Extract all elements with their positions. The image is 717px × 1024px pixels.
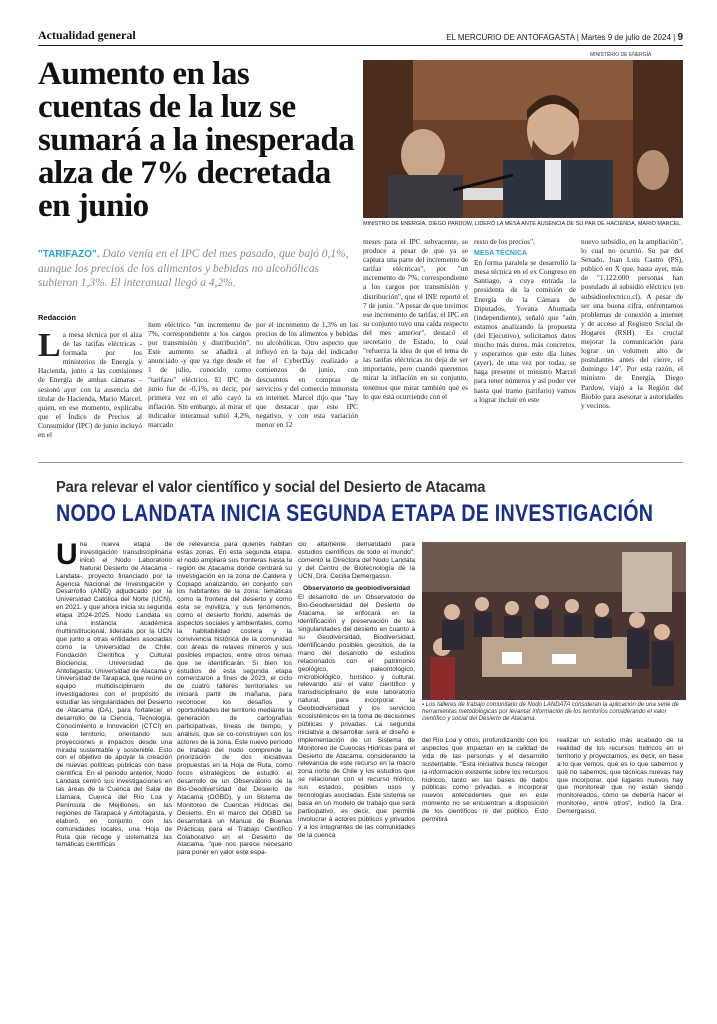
page-number: 9 (677, 32, 683, 43)
workshop-photo (422, 542, 686, 700)
article1-col5-intro: resto de los precios". (474, 237, 535, 246)
photo-caption: MINISTRO DE ENERGÍA, DIEGO PARDOW, LIDERÓ LA MESA ANTE AUSENCIA DE SU PAR DE HACIENDA, MARIO MARCEL. (363, 221, 682, 227)
byline: Redacción (38, 313, 76, 322)
article1-column-1 (38, 330, 142, 442)
article2-col3-intro: cio altamente demandado para estudios científicos de todo el mundo", comentó la Directora del Nodo Landata y del Centro de Biotecnología de la UCN, Dra. Cecilia Demergasso. (298, 541, 415, 580)
article2-column-4: del Río Loa y otros, profundizando con los aspectos que impactan en la calidad de vida de las personas y el desarrollo sustentable. "Esta iniciativa busca recoger la información existente sobre los recursos hídricos, tanto en las bases de datos públicas como privadas, e incorporar nuevos antecedentes que en este momento no se encuentran a disposición de los científicos ni del público. Esto permitirá (422, 737, 548, 824)
subhead-observatorio: Observatorio de geobiodiversidad (303, 584, 410, 592)
article2-column-1 (56, 541, 172, 1011)
dropcap-2: U (56, 541, 78, 571)
article2-col1-text: na nueva etapa de investigación transdisciplinaria inició el Nodo Laboratorio Natural Desierto de Atacama -Landata-, proyecto financiado por la Agencia Nacional de Investigación y Desarrollo (ANID) adjudicado por la Universidad Católica del Norte (UCN), en 2021, y que ahora inicia su segunda etapa 2024-2025. Nodo Landata es una instancia académica multiinstitucional, liderada por la UCN que junto a otras entidades asociadas como la Universidad de Chile; Fundación Científica y Cultural Biociencia; Universidad de Antofagasta; Universidad de Atacama y Universidad de Tarapacá, que reúne un equipo multidisciplinario de investigadores con el propósito de estudiar las singularidades del Desierto de Atacama (DA), para fortalecer el desarrollo de la Ciencia, Tecnología, Conocimiento e Innovación (CTCI) en este territorio, orientando sus proyecciones e impactos desde una mirada sustentable y sostenible. Esto con el objetivo de apoyar la creación de nuevas políticas públicas con base científica. En el periodo anterior, Nodo Landata centró sus investigaciones en las áreas de la Cuenca del Salar de Llamara, Cuenca del Río Loa y Península de Mejillones, en las regiones de Tarapacá y Antofagasta, y elaboró, en conjunto con las comunidades locales, una Hoja de Ruta que recoge y sistematiza las temáticas científicas (56, 541, 172, 849)
headline: Aumento en las cuentas de la luz se sumará a la inesperada alza de 7% decretada en junio (38, 56, 355, 224)
minister-photo (363, 60, 683, 218)
article1-column-3: por el incremento de 1,3% en los precios de los alimentos y bebidas no alcohólicas. Otro aspecto que influyó en la baja del indicador fue el CyberDay realizado a comienzos de junio, con descuentos en compras de servicios y del comercio minorista en internet. Marcel dijo que "hay que destacar que este IPC negativo, y con esta variación menor en 12 (256, 320, 358, 430)
article1-column-2: ítem eléctrico "un incremento de 7%, correspondiente a los cargos por transmisión y distribución". Este aumento se añadirá al anunciado -y que ya rige desde el 1 de julio, conocido como "tarifazo" eléctrico. El IPC de junio fue de -0,1%, es decir, por primera vez en el año cayó la inflación. Sin embargo, al mirar el indicador interanual subió 4,2%, marcado (148, 320, 251, 430)
article1-col1-text: a mesa técnica por el alza de las tarifas eléctricas -formada por los ministerios de Energía y Hacienda, junto a las comisiones de Energía de ambas cámaras -sesionó ayer con la ausencia del titular de Hacienda, Mario Marcel, quien, en ese momento, explicaba que el Índice de Precios al Consumidor (IPC) de junio incluyó en el (38, 330, 142, 440)
photo-caption-2-text: Los talleres de trabajo comunitario de Nodo LANDATA consideran la aplicación de una serie de herramientas metodológicas por levantar información de los territorios considerando el valor científico y social del Desierto de Atacama. (422, 702, 679, 722)
article2-column-2: de relevancia para quienes habitan estas zonas. En esta segunda etapa, el nodo ampliará sus fronteras hasta la región de Atacama donde centrará su investigación en la zona de Caldera y Copiapó analizando, en conjunto con los habitantes de la zona, temáticas como la frontera del desierto y como esta se moviliza, y sus fenómenos, como el desierto florido, además de aspectos sociales y ambientales, como la habitabilidad costera y la convivencia histórica de la comunidad con áreas de relaves mineros y sus posibles impactos, entre otros temas que se identificarán. Si bien los estudios de esta segunda etapa comenzaron a fines de 2023, el ciclo de cuatro talleres territoriales se iniciará partir de mañana, para reconocer los desafíos y oportunidades del territorio mediante la generación de cartografías participativas, líneas de tiempo, y análisis, que se co-construyen con los actores de la zona. Este nuevo período de trabajo del nodo comprende la priorización de dos iniciativas propuestas en la Hoja de Ruta, como focos estratégicos de estudio: el desarrollo de un Observatorio de la Bio-Geodiversidad del Desierto de Atacama (OGBD), y un Sistema de Monitoreo de Cuencas Hídricas del Desierto. En el marco del OGBD se desarrollará un Manual de Buenas Prácticas para el Trabajo Científico Colaborativo en el Desierto de Atacama, "que nos parece necesario para poner en valor este espa- (177, 541, 292, 857)
photo-caption-2: ▪ Los talleres de trabajo comunitario de Nodo LANDATA consideran la aplicación de una serie de herramientas metodológicas por levantar información de los territorios considerando el valor científico y social del Desierto de Atacama. (422, 702, 679, 722)
pre-title: Para relevar el valor científico y social del Desierto de Atacama (56, 479, 486, 496)
issue-date: Martes 9 de julio de 2024 (581, 33, 671, 42)
kicker-text: Dato venía en el IPC del mes pasado, que bajó 0,1%, aunque los precios de los alimentos y bebidas no alcohólicas subieron 1,3%. El interanual llegó a 4,2%. (38, 248, 349, 289)
headline-2: NODO LANDATA INICIA SEGUNDA ETAPA DE INVESTIGACIÓN (56, 500, 654, 527)
page-header (38, 28, 683, 46)
article2-column-5: realizar un estudio más acabado de la realidad de los recursos hídricos en el territorio y proyectarnos, es decir, en base a lo que vemos, qué es lo que sabemos y qué no sabemos, que técnicas nuevas hay que incorporar, qué lugares nuevos hay que monitorear que no están siendo monitoreados, cómo se debería hacer el monitoreo, entre otros", indicó la Dra. Demergasso. (557, 737, 683, 816)
paper-name: EL MERCURIO DE ANTOFAGASTA (446, 33, 575, 42)
article1-column-4: meses para el IPC subyacente, se produce a pesar de que ya se captura una parte del incremento de tarifas eléctricas", por "un incremento de 7%, correspondiente a los cargos por transmisión y distribución", que el INE reportó el 7 de junio. "A pesar de que tuvimos ese incremento de tarifas, el IPC en su conjunto tuvo una caída respecto del mes anterior", destacó el secretario de Estado, lo cual "refuerza la idea de que el tema de las tarifas eléctricas no deja de ser importante, pero cuando queremos mirar la inflación en su conjunto, tenemos que mirar también qué es lo que está ocurriendo con el (363, 237, 468, 401)
subhead-mesa-tecnica: MESA TÉCNICA (474, 250, 528, 258)
kicker-label: "TARIFAZO". (38, 249, 100, 260)
dropcap: L (38, 330, 61, 364)
kicker (38, 247, 356, 290)
article2-column-3 (298, 541, 415, 1011)
section-label: Actualidad general (38, 28, 136, 42)
photo-credit: MINISTERIO DE ENERGÍA (590, 52, 652, 58)
article2-col3-text: El desarrollo de un Observatorio de Bio-Geodiversidad del Desierto de Atacama, se enfocará en la identificación y preservación de las singularidades del desierto en cuanto a su Geodiversidad, Biodiversidad, identificando posibles geositios, de la mano del desarrollo de estudios relacionados con el patrimonio geológico, paleontológico, microbiológico, turístico y cultural, relevando así el valor científico y transdisciplinario de este laboratorio natural, para incorporar la Geobiodiversidad y los servicios ecosistémicos en la toma de decisiones públicas y privadas. La segunda iniciativa a desarrollar será el diseño e implementación de un Sistema de Monitoreo de Cuencas Hídricas para el Desierto de Atacama, considerando la relevancia de este recurso en la macro zona norte de Chile y los estudios que se relacionan con el recurso hídrico, sus estados, posibles usos y tecnologías asociadas. Este sistema se basa en un modelo de trabajo que será participativo, es decir, que permite involucrar a actores públicos y privados y a los integrantes de las comunidades de la cuenca (298, 594, 415, 839)
article1-column-5 (474, 237, 576, 442)
masthead: EL MERCURIO DE ANTOFAGASTA | Martes 9 de julio de 2024 | 9 (446, 32, 683, 43)
article1-col5-text: En forma paralela se desarrolló la mesa técnica en el ex Congreso en Santiago, a cuya entrada la presidenta de la comisión de Energía de la Cámara de Diputados, Yovana Ahumada (independiente), señaló que "aún estamos analizando la propuesta (del Ejecutivo), solicitamos datos mucho más duros, más concretos, y esperamos que este día lunes (ayer), de una vez por todas, se haga presente el ministro Marcel para tener números y así poder ver hasta qué tramo (tarifario) vamos a lograr incluir en este (474, 258, 576, 404)
article1-column-6: nuevo subsidio, en la ampliación", lo cual no ocurrió. Su par del Senado, Juan Luis Castro (PS), publicó en X que, hasta ayer, más de "1.122.000 personas han postulado al subsidio eléctrico (en subsidioelectrico.cl). A pesar de ser una buena cifra, enfrentamos problemas de conexión a internet y de acceso al Registro Social de Hogares (RSH). Es crucial mejorar la comunicación para lograr un volumen alto de postulantes antes del cierre, el domingo 14". Por esta razón, el ministro de Energía, Diego Pardow, viajó a la Región del Biobío para asesorar a autoridades y vecinos. (581, 237, 683, 410)
